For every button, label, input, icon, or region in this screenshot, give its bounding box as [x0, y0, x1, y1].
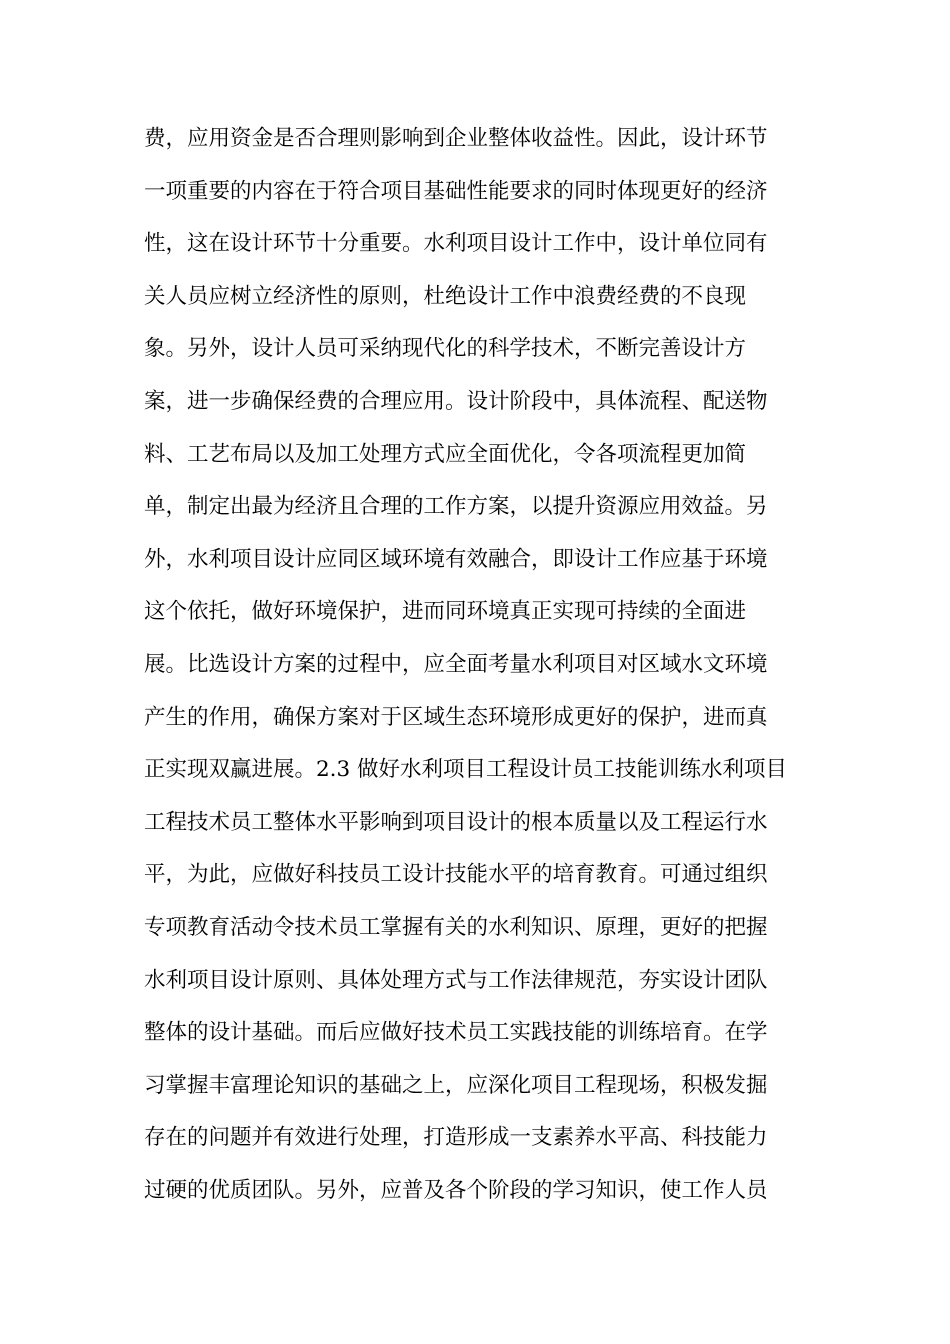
text-line: 关人员应树立经济性的原则，杜绝设计工作中浪费经费的不良现	[144, 283, 747, 309]
text-line: 水利项目设计原则、具体处理方式与工作法律规范，夯实设计团队	[144, 967, 768, 993]
text-line: 性，这在设计环节十分重要。水利项目设计工作中，设计单位同有	[144, 231, 768, 257]
text-line: 平，为此，应做好科技员工设计技能水平的培育教育。可通过组织	[144, 862, 768, 888]
text-line: 过硬的优质团队。另外，应普及各个阶段的学习知识，使工作人员	[144, 1177, 768, 1203]
text-line: 存在的问题并有效进行处理，打造形成一支素养水平高、科技能力	[144, 1125, 768, 1151]
text-line: 这个依托，做好环境保护，进而同环境真正实现可持续的全面进	[144, 599, 747, 625]
text-line: 单，制定出最为经济且合理的工作方案，以提升资源应用效益。另	[144, 494, 768, 520]
text-line: 工程技术员工整体水平影响到项目设计的根本质量以及工程运行水	[144, 809, 768, 835]
text-line: 正实现双赢进展。2.3 做好水利项目工程设计员工技能训练水利项目	[144, 757, 788, 783]
text-line: 习掌握丰富理论知识的基础之上，应深化项目工程现场，积极发掘	[144, 1072, 768, 1098]
text-line: 外，水利项目设计应同区域环境有效融合，即设计工作应基于环境	[144, 546, 768, 572]
text-line: 案，进一步确保经费的合理应用。设计阶段中，具体流程、配送物	[144, 388, 768, 414]
text-line: 费，应用资金是否合理则影响到企业整体收益性。因此，设计环节	[144, 126, 768, 151]
text-line: 象。另外，设计人员可采纳现代化的科学技术，不断完善设计方	[144, 336, 747, 362]
text-line: 展。比选设计方案的过程中，应全面考量水利项目对区域水文环境	[144, 651, 768, 677]
text-line: 整体的设计基础。而后应做好技术员工实践技能的训练培育。在学	[144, 1020, 768, 1046]
text-line: 料、工艺布局以及加工处理方式应全面优化，令各项流程更加简	[144, 441, 747, 467]
text-line: 产生的作用，确保方案对于区域生态环境形成更好的保护，进而真	[144, 704, 768, 730]
body-text	[144, 113, 806, 1217]
text-line: 一项重要的内容在于符合项目基础性能要求的同时体现更好的经济	[144, 178, 768, 204]
text-line: 专项教育活动令技术员工掌握有关的水利知识、原理，更好的把握	[144, 914, 768, 940]
